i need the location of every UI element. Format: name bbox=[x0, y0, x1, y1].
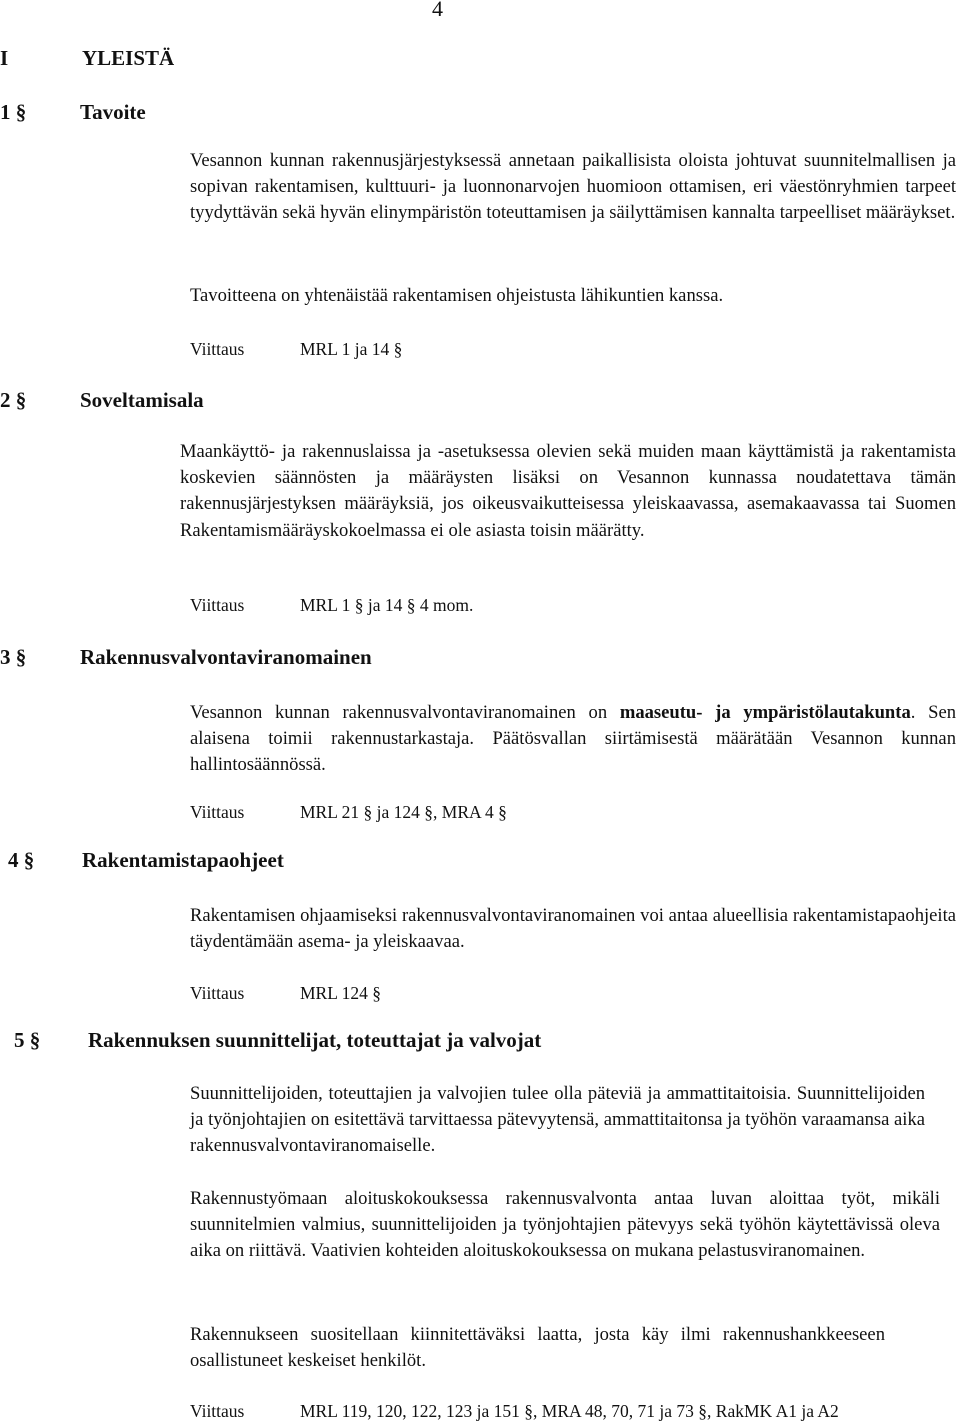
paragraph: Rakennukseen suositellaan kiinnitettäväksi laatta, josta käy ilmi rakennushankkeeseen osallistuneet keskeiset henkilöt. bbox=[190, 1324, 885, 1372]
reference-label: Viittaus bbox=[190, 983, 245, 1003]
section-number: 1 § bbox=[0, 100, 27, 124]
section-title: Soveltamisala bbox=[80, 388, 204, 412]
reference-text: MRL 1 § ja 14 § 4 mom. bbox=[300, 595, 474, 615]
section-number: 4 § bbox=[8, 848, 35, 872]
section-heading bbox=[0, 388, 204, 413]
authority-name: maaseutu- ja ympäristölautakunta bbox=[619, 702, 911, 723]
paragraph-text: Vesannon kunnan rakennusvalvontaviranomainen on bbox=[190, 702, 620, 723]
reference-line bbox=[190, 802, 507, 823]
reference-label: Viittaus bbox=[190, 1401, 245, 1421]
paragraph: Tavoitteena on yhtenäistää rakentamisen ohjeistusta lähikuntien kanssa. bbox=[190, 285, 724, 306]
reference-line bbox=[190, 595, 473, 616]
paragraph: Rakennustyömaan aloituskokouksessa rakennusvalvonta antaa luvan aloittaa työt, mikäli suunnitelmien valmius, suunnittelijoiden ja työnjohtajien pätevyys sekä työhön käytettävissä oleva aika on riittävä. Vaativien kohteiden aloituskokouksessa on mukana pelastusviranomainen. bbox=[190, 1188, 940, 1262]
paragraph-text: . Sen alaisena toimii rakennustarkastaja. Päätösvallan siirtämisestä määrätään Vesannon kunnan hallintosäännössä. bbox=[190, 702, 956, 776]
reference-text: MRL 1 ja 14 § bbox=[300, 339, 403, 359]
chapter-title: YLEISTÄ bbox=[82, 46, 175, 70]
reference-text: MRL 21 § ja 124 §, MRA 4 § bbox=[300, 802, 507, 822]
page-number: 4 bbox=[432, 0, 443, 21]
section-heading bbox=[0, 100, 146, 125]
paragraph bbox=[190, 700, 956, 779]
reference-label: Viittaus bbox=[190, 802, 245, 822]
paragraph: Rakentamisen ohjaamiseksi rakennusvalvontaviranomainen voi antaa alueellisia rakentamistapaohjeita täydentämään asema- ja yleiskaavaa. bbox=[190, 905, 956, 953]
reference-label: Viittaus bbox=[190, 339, 245, 359]
chapter-number: I bbox=[0, 46, 9, 70]
section-title: Rakentamistapaohjeet bbox=[82, 848, 284, 872]
reference-label: Viittaus bbox=[190, 595, 245, 615]
paragraph: Maankäyttö- ja rakennuslaissa ja -asetuksessa olevien sekä muiden maan käyttämistä ja rakentamista koskevien säännösten ja määräysten lisäksi on Vesannon kunnassa noudatettava tämän rakennusjärjestyksen määräyksiä, jos oikeusvaikutteisessa yleiskaavassa, asemakaavassa tai Suomen Rakentamismääräyskokoelmassa ei ole asiasta toisin määrätty. bbox=[180, 441, 956, 541]
reference-text: MRL 119, 120, 122, 123 ja 151 §, MRA 48, 70, 71 ja 73 §, RakMK A1 ja A2 bbox=[300, 1401, 839, 1421]
section-number: 2 § bbox=[0, 388, 27, 412]
reference-text: MRL 124 § bbox=[300, 983, 382, 1003]
reference-line bbox=[190, 1401, 839, 1422]
reference-line bbox=[190, 339, 402, 360]
section-number: 3 § bbox=[0, 645, 27, 669]
section-heading bbox=[8, 848, 284, 873]
section-number: 5 § bbox=[14, 1028, 41, 1052]
section-title: Rakennuksen suunnittelijat, toteuttajat ja valvojat bbox=[88, 1028, 542, 1052]
paragraph: Vesannon kunnan rakennusjärjestyksessä annetaan paikallisista oloista johtuvat suunnitelmallisen ja sopivan rakentamisen, kulttuuri- ja luonnonarvojen huomioon ottamisen, eri väestönryhmien tarpeet tyydyttävän sekä hyvän elinympäristön toteuttamisen ja säilyttämisen kannalta tarpeelliset määräykset. bbox=[190, 150, 956, 224]
paragraph: Suunnittelijoiden, toteuttajien ja valvojien tulee olla päteviä ja ammattitaitoisia. Suunnittelijoiden ja työnjohtajien on esitettävä tarvittaessa pätevyytensä, ammattitaitonsa ja työhön varaamansa aika rakennusvalvontaviranomaiselle. bbox=[190, 1083, 925, 1157]
section-title: Rakennusvalvontaviranomainen bbox=[80, 645, 372, 669]
reference-line bbox=[190, 983, 381, 1004]
section-title: Tavoite bbox=[80, 100, 146, 124]
section-heading bbox=[0, 645, 372, 670]
section-heading bbox=[14, 1028, 541, 1053]
